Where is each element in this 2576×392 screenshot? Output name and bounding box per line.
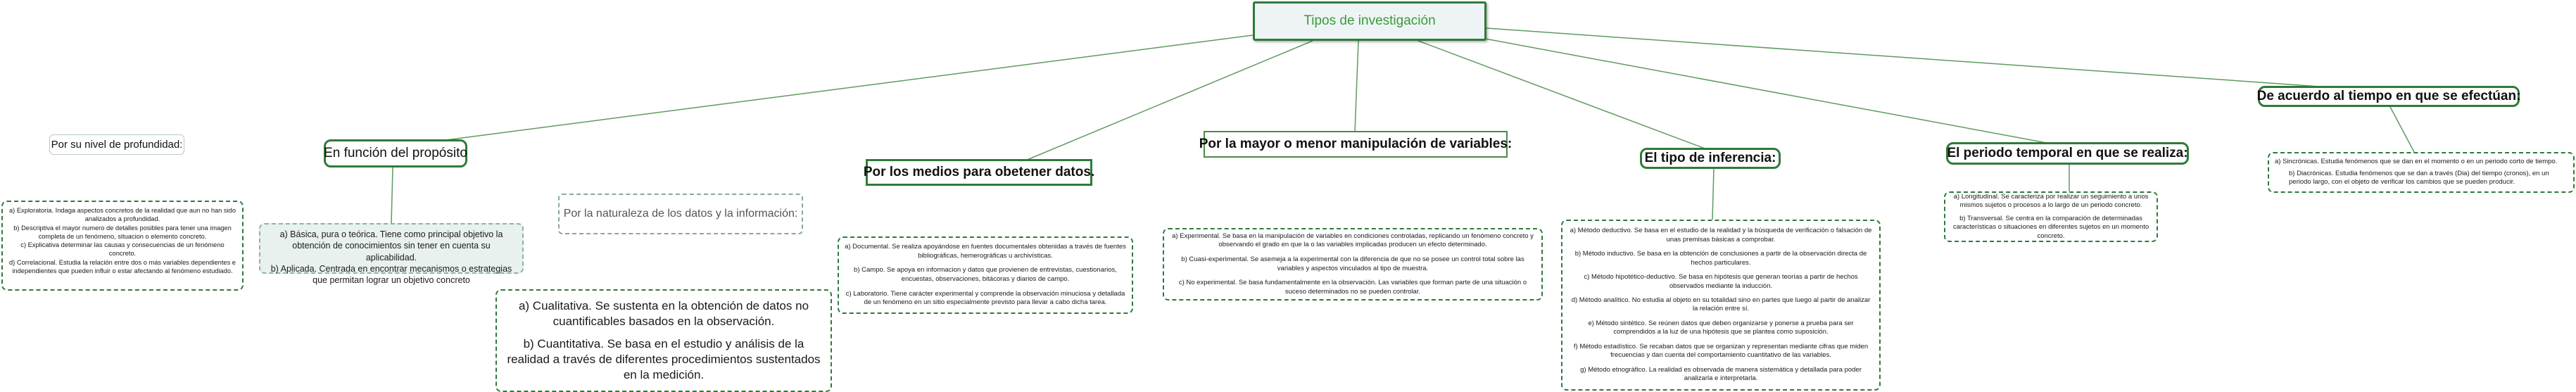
- detail-tiempo-a: a) Sincrónicas. Estudia fenómenos que se dan en el momento o en un periodo corto de tiempo.: [2275, 158, 2558, 166]
- detail-profundidad: [1, 201, 244, 291]
- topic-profundidad[interactable]: [49, 134, 184, 155]
- detail-inferencia-g: g) Método etnográfico. La realidad es observada de manera sistemática y detallada para poder analizarla e interpretarla.: [1580, 365, 1862, 383]
- topic-naturaleza[interactable]: [558, 194, 803, 234]
- detail-tiempo-b: b) Diacrónicas. Estudia fenómenos que se dan a través (Dia) del tiempo (cronos), en un periodo largo, con el objeto de verificar los cambios que se pueden producir.: [2289, 169, 2549, 186]
- detail-periodo-a: a) Longitudinal. Se caracteriza por realizar un seguimiento a unos mismos sujetos o procesos a lo largo de un periodo concreto.: [1953, 192, 2149, 210]
- detail-medios-a: a) Documental. Se realiza apoyándose en fuentes documentales obtenidas a través de fuentes bibliográficas, hemerográficas u archivísticas.: [845, 243, 1126, 260]
- edge-root-proposito: [386, 35, 1253, 148]
- detail-inferencia-c: c) Método hipotético-deductivo. Se basa en hipótesis que generan teorías a partir de hechos observados mediante la inducción.: [1584, 272, 1858, 290]
- topic-medios[interactable]: [863, 159, 1095, 186]
- detail-manipulacion: [1163, 228, 1543, 301]
- detail-periodo: [1944, 191, 2158, 242]
- detail-profundidad-c: c) Explicativa determinar las causas y consecuencias de un fenómeno concreto.: [20, 241, 225, 258]
- detail-tiempo: [2268, 152, 2575, 193]
- topic-inferencia-label: El tipo de inferencia:: [1644, 151, 1776, 165]
- topic-profundidad-label: Por su nivel de profundidad:: [51, 139, 183, 151]
- detail-inferencia-a: a) Método deductivo. Se basa en el estudio de la realidad y la búsqueda de verificación o falsación de unas premisas básicas a comprobar.: [1570, 227, 1872, 244]
- detail-naturaleza-b: b) Cuantitativa. Se basa en el estudio y análisis de la realidad a través de diferentes procedimientos sustentados en la medición.: [507, 336, 821, 382]
- detail-manipulacion-a: a) Experimental. Se basa en la manipulación de variables en condiciones controladas, replicando un fenómeno concreto y observando el grado en que la o las variables implicadas producen un efecto determinado.: [1172, 232, 1534, 249]
- detail-inferencia-d: d) Método analítico. No estudia al objeto en su totalidad sino en partes que luego al partir de analizar la relación entre sí.: [1571, 296, 1871, 313]
- detail-profundidad-b: b) Descriptiva el mayor numero de detalles posibles para tener una imagen completa de un fenómeno, situacion o elemento concreto.: [13, 224, 232, 240]
- detail-inferencia-b: b) Método inductivo. Se basa en la obtención de conclusiones a partir de la observación directa de hechos particulares.: [1574, 249, 1867, 267]
- detail-medios: [838, 236, 1133, 314]
- detail-profundidad-a: a) Exploratoria. Indaga aspectos concretos de la realidad que aun no han sido analizados a profundidad.: [9, 207, 236, 223]
- detail-manipulacion-b: b) Cuasi-experimental. Se asemeja a la experimental con la diferencia de que no se posee un control total sobre las variables y aspectos vinculados al tipo de muestra.: [1181, 255, 1524, 272]
- detail-inferencia: [1561, 220, 1881, 391]
- topic-tiempo-label: De acuerdo al tiempo en que se efectúan:: [2256, 89, 2521, 103]
- detail-naturaleza: [495, 289, 832, 392]
- topic-naturaleza-label: Por la naturaleza de los datos y la información:: [563, 208, 798, 220]
- detail-profundidad-d: d) Correlacional. Estudia la relación entre dos o más variables dependientes e independientes que pueden influir o estar afectando al fenómeno estudiado.: [9, 258, 236, 274]
- topic-manipulacion-label: Por la mayor o menor manipulación de variables:: [1199, 137, 1513, 151]
- edge-tiempo-detail: [2389, 106, 2414, 152]
- edge-inferencia-detail: [1712, 167, 1714, 220]
- topic-inferencia[interactable]: [1640, 148, 1781, 169]
- edge-root-periodo: [1485, 39, 2066, 146]
- root-node[interactable]: [1253, 1, 1486, 41]
- detail-naturaleza-a: a) Cualitativa. Se sustenta en la obtención de datos no cuantificables basados en la observación.: [518, 298, 809, 328]
- detail-medios-b: b) Campo. Se apoya en informacion y datos que provienen de entrevistas, cuestionarios, encuestas, observaciones, bitácoras y diarios de campo.: [854, 266, 1117, 283]
- root-title: Tipos de investigación: [1303, 13, 1436, 28]
- detail-proposito: [259, 223, 524, 285]
- detail-medios-c: c) Laboratorio. Tiene carácter experimental y comprende la observación minuciosa y detallada de un fenómeno en un sitio especialmente previsto para llevar a cabo dicha tarea.: [845, 289, 1125, 307]
- topic-proposito-label: En función del propósito: [324, 146, 467, 160]
- topic-periodo[interactable]: [1946, 142, 2189, 165]
- topic-proposito[interactable]: [324, 139, 467, 167]
- topic-medios-label: Por los medios para obetener datos.: [863, 165, 1095, 179]
- detail-proposito-b: b) Aplicada. Centrada en encontrar mecanismos o estrategias que permitan lograr un objetivo concreto: [270, 263, 512, 285]
- topic-manipulacion[interactable]: [1199, 131, 1513, 158]
- edge-root-tiempo: [1486, 28, 2340, 88]
- edge-root-manipulacion: [1355, 41, 1358, 132]
- detail-proposito-a: a) Básica, pura o teórica. Tiene como principal objetivo la obtención de conocimientos sin tener en cuenta su aplicabilidad.: [279, 229, 503, 263]
- detail-manipulacion-c: c) No experimental. Se basa fundamentalmente en la observación. Las variables que forman parte de una situación o suceso determinados no se pueden controlar.: [1178, 279, 1527, 296]
- topic-tiempo[interactable]: [2258, 86, 2520, 107]
- detail-periodo-b: b) Transversal. Se centra en la comparación de determinadas características o situaciones en diferentes sujetos en un momento concreto.: [1952, 214, 2149, 240]
- edge-proposito-detail: [391, 167, 393, 224]
- detail-inferencia-f: f) Método estadístico. Se recaban datos que se organizan y representan mediante cifras que miden frecuencias y dan cuenta del comportamiento cuantitativo de las variables.: [1573, 342, 1869, 360]
- topic-periodo-label: El periodo temporal en que se realiza:: [1947, 146, 2188, 160]
- detail-inferencia-e: e) Método sintético. Se reúnen datos que deben organizarse y ponerse a prueba para ser comprendidos a la luz de una hipótesis que se plantea como suposición.: [1588, 319, 1854, 336]
